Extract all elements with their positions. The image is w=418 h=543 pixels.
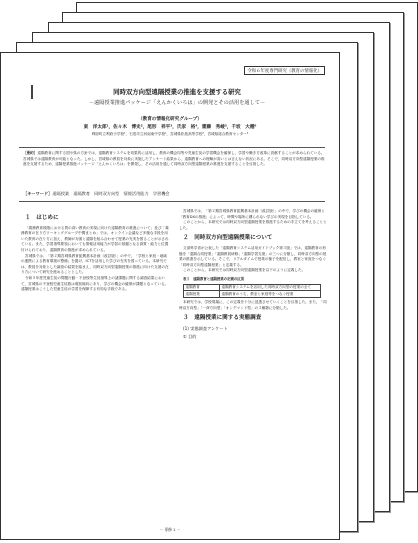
table-row [184,291,321,298]
right-paragraph: 宮城県では，「第２期宮城県教育振興基本計画（改訂版）」の中で，学びの機会の確保と「教育DXの推進」によって，時間や場所に縛られない学びの実現を目指している。 [179,209,325,219]
page-title: 同時双方向型遠隔授業の推進を支援する研究 [113,88,241,96]
section-1-heading: １ はじめに [25,215,59,221]
divider-top [19,147,325,148]
page-footer: － 専修 1 － [159,527,181,532]
keywords-list: 遠隔授業 遠隔教育 同時双方向型 情報活用能力 学習機会 [52,191,170,196]
authors: 東 洋太郎¹，佐々木 博史²，尾形 祥平³，氏家 裕⁴，齋藤 秀崚⁵，千坂 大穂⁶ [83,125,257,130]
section-2-heading: ２ 同時双方向型遠隔授業について [183,235,273,242]
table-caption: 表１ 遠隔教育と遠隔授業の定義の区別 [183,276,245,281]
document-page [0,52,340,540]
keywords-label: ［キーワード］ [23,191,53,196]
table-term: 遠隔教育 [184,284,220,291]
table-definition: 遠隔教育のうち，教室と家庭等をつなぐ授業 [220,291,321,298]
header-tag: 令和６年度専門研究（教育の情報化） [244,66,325,75]
divider-bottom [19,201,325,202]
page-subtitle: －遠隔授業推進パッケージ「えんかくいろは」の開発とその活用を通して－ [88,100,266,106]
affiliations: 利府町立利府小学校¹，石巻市立河南東中学校²，宮城県松島高等学校³，宮城県総合教育センター⁴ [91,132,249,136]
section-2-after-table: 本研究では，学校現場に，この定義を十分に浸透させていくことを目指した。また，「同時双方向型」「一斉方向型」「オンデマンド型」の３種類に分類した。 [179,300,327,310]
section-1-paragraph: 令和５年度児童生徒の問題行動・不登校等生徒指導上の諸課題に関する調査結果において，宮城県の不登校児童生徒数は増加傾向にあり，学びの機会の確保が課題となっている。遠隔授業はこうした児童生徒の学習を保障する有効な手段である。 [21,275,169,292]
abstract-label: ［要約］ [23,151,38,155]
section-2-paragraph: 文部科学省が公表した「遠隔教育システム活用ガイドブック第３版」では，遠隔教育の形態を「遠隔合同授業」「遠隔教員研修」「遠隔学習支援」の三つに分類し，同時双方向型の授業の推進を示している。そこで，リアルタイムで授業の様子を配信し，教室と家庭をつなぐ「同時双方向型遠隔授業」と定義する。 [179,245,327,267]
section-2-paragraph: このことから，本研究では同時双方向型遠隔授業を以下のように定義した。 [183,268,306,273]
keywords [23,191,325,197]
right-paragraph: このことから，本研究では同時双方向型遠隔授業を推進するための手立てを考えることとした。 [179,220,327,230]
research-group: （教育の情報化研究グループ） [138,117,202,122]
definitions-table [183,284,321,299]
left-column [21,211,169,293]
table-term: 遠隔授業 [184,291,220,298]
section-3-item: ① 目的 [183,333,197,339]
abstract-text: 遠隔教育に関する国や県の方針では，遠隔教育システムを効果的に活用し，教育の機会均等や児童生徒の学習機会を確保し，学習や働き方改革に貢献することが求められている。宮城県では遠隔教育が可能となった。しかし，宮城県の教員を対象に実施したアンケート結果から，遠隔教育への理解が高いとは言えない状況にある。そこで，同時双方向型遠隔授業の推進を支援するため，遠隔授業推進パッケージ「えんかくいろは」を開発し，その活用を通して同時双方向型遠隔授業の推進を支援することを目指した。 [23,151,325,167]
section-3-heading: ３ 遠隔授業に関する実態調査 [183,315,262,322]
table-row [184,284,321,291]
title-block [29,87,325,106]
section-1-paragraph: 宮城県では，「第２期宮城県教育振興基本計画（改訂版）」の中で，「学校と家庭・地域の連携による教育環境の整備」を掲げ，ICTを活用した学びの充実を図っている。本研究では，教員を対象とした調査の結果を踏まえ，同時双方向型遠隔授業の推進に向けた支援の在り方について研究を進めることとした。 [21,253,169,275]
table-definition: 遠隔教育システムを活用した同時双方向型の授業の全て [220,284,321,291]
abstract [23,151,325,168]
section-3-item: (1) 実態調査アンケート [183,325,228,331]
section-1-paragraph: 「義務教育段階における質の高い教育の実現に向けた遠隔教育の推進について」及び「義務教育の在り方ワーキンググループ中間まとめ」では，オンライン会議など多様な手段を用いた教育の在り方に加え，教師が対面と遠隔を組み合わせて授業の充実を図ることが示されている。また，学習指導要領においても情報活用能力が学習の基盤となる資質・能力と位置付けられており，遠隔教育の推進が求められている。 [21,225,169,252]
right-column [179,209,327,339]
